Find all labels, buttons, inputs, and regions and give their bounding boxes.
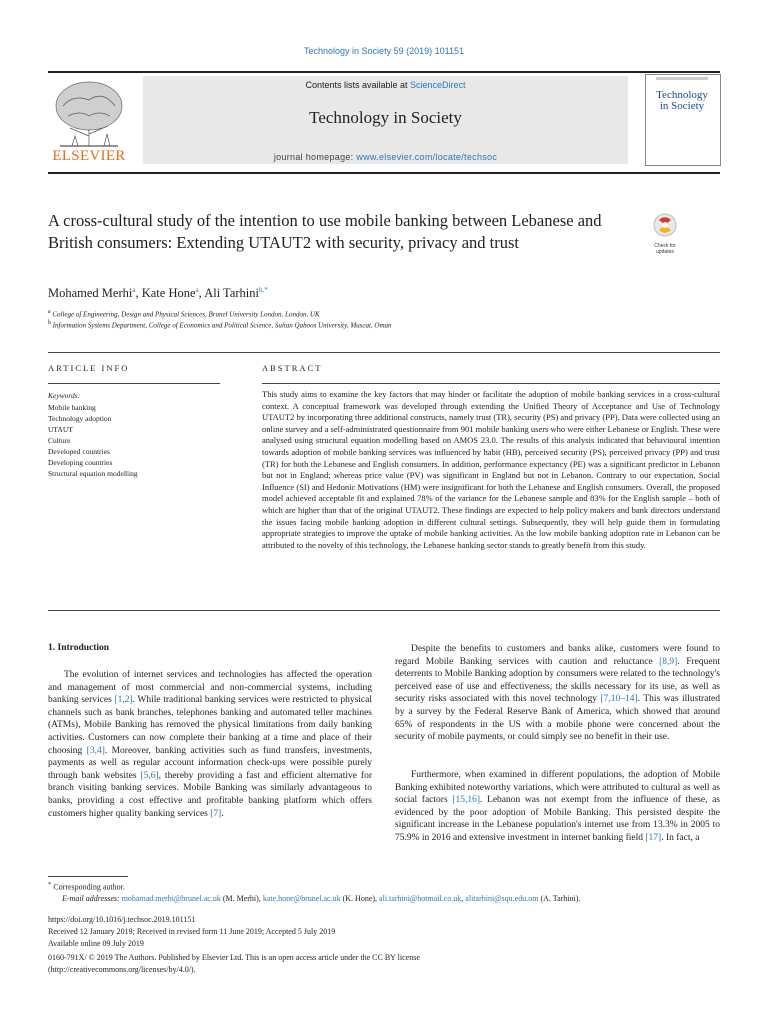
doi-link[interactable]: https://doi.org/10.1016/j.techsoc.2019.101151 — [48, 915, 196, 924]
affiliation-sup: a — [48, 309, 51, 315]
body-text: Despite the benefits to customers and banks alike, customers were found to regard Mobile Banking services with caution and reluctance — [395, 644, 720, 667]
contents-line — [143, 80, 628, 90]
cover-title-line1: Technology — [656, 89, 708, 101]
keywords-list — [48, 402, 138, 479]
body-text: , thereby providing a fast and efficient alternative for branch visiting banking services. Mobile Banking was similarly advantageous to banks, providing a cost effective and profitable banking platform which offers customers higher quality banking services — [48, 770, 372, 819]
abstract-text: This study aims to examine the key factors that may hinder or facilitate the adoption of mobile banking services in a cross-cultural context. A conceptual framework was developed through extending the Unified Theory of Acceptance and Use of Technology UTAUT2 by incorporating three additional constructs, namely trust (TR), security (PS) and privacy (PP). Data were collected using an online survey and a self-administrated questionnaire from 901 mobile banking users who were either Lebanese or English. These were analysed using structural equation modelling based on AMOS 23.0. The results of this analysis indicated that behavioural intention towards adoption of mobile banking services was influenced by habit (HB), perceived security (PS), perceived privacy (PP) and trust (TR) for both the Lebanese and English consumers. In addition, performance expectancy (PE) was a significant predictor in Lebanon but not in England; whereas price value (PV) was significant in England but not in Lebanon. Contrary to our expectation, Social Influence (SI) and Hedonic Motivations (HM) were insignificant for both the Lebanese and English consumers. Overall, the proposed model achieved acceptable fit and explained 78% of the variance for the Lebanese sample and 83% for the English sample – both of which are higher than that of the original UTAUT2. These findings are expected to help policy makers and bank directors understand the issues facing mobile banking adoption in different cultural settings. Subsequently, they will help guide them in formulating appropriate strategies to improve the uptake of mobile banking activities. As the low mobile banking adoption rate in Lebanon can be attributed to the novelty of this technology, the Lebanese banking sector stands to greatly benefit from this study. — [262, 389, 720, 550]
available-online: Available online 09 July 2019 — [48, 939, 144, 948]
author-name[interactable]: Ali Tarhini — [204, 286, 259, 301]
reference-link[interactable]: [5,6] — [140, 770, 159, 781]
journal-title: Technology in Society — [309, 108, 462, 127]
contents-prefix: Contents lists available at — [305, 80, 411, 90]
divider — [48, 610, 720, 611]
affiliation — [48, 309, 320, 318]
body-text: . Frequent deterrents to Mobile Banking adoption by consumers were related to the technology's perceived ease of use and effectiveness, the skills necessary for its use, as well as security risks associated with this novel technology — [395, 656, 720, 705]
reference-link[interactable]: [7] — [210, 808, 222, 819]
homepage-link[interactable]: www.elsevier.com/locate/techsoc — [356, 152, 498, 162]
reference-link[interactable]: [15,16] — [452, 795, 480, 806]
paper-title: A cross-cultural study of the intention to use mobile banking between Lebanese and British consumers: Extending UTAUT2 with security, privacy and trust — [48, 211, 602, 252]
header-rule-bottom — [48, 172, 720, 174]
check-for-updates-badge[interactable] — [648, 212, 682, 255]
cover-title — [647, 90, 717, 112]
reference-link[interactable]: [3,4] — [86, 745, 105, 756]
journal-cover[interactable] — [645, 74, 721, 166]
keyword: Mobile banking — [48, 403, 96, 412]
abstract-heading: ABSTRACT — [262, 363, 323, 373]
author-sup[interactable]: a — [195, 286, 199, 294]
affiliation-sup: b — [48, 320, 51, 326]
email-addresses — [62, 894, 580, 903]
email-link[interactable]: ali.tarhini@hotmail.co.uk — [379, 894, 462, 903]
received-dates: Received 12 January 2019; Received in revised form 11 June 2019; Accepted 5 July 2019 — [48, 927, 336, 936]
affiliation-text: Information Systems Department, College of Economics and Political Science, Sultan Qaboos University, Muscat, Oman — [52, 321, 392, 330]
corresponding-note: * Corresponding author. — [48, 881, 125, 892]
body-text: The evolution of internet services and technologies has affected the operation and management of most commercial and non-commercial systems, including banking services — [48, 670, 372, 706]
keyword: Structural equation modelling — [48, 469, 138, 478]
keyword: UTAUT — [48, 425, 73, 434]
journal-citation[interactable]: Technology in Society 59 (2019) 101151 — [304, 46, 464, 56]
body-paragraph-right-1 — [395, 643, 720, 744]
cover-bar — [656, 77, 708, 80]
email-label: E-mail addresses: — [62, 894, 122, 903]
publisher-logo-text: ELSEVIER — [52, 148, 126, 164]
author-sup[interactable]: b,* — [258, 286, 268, 294]
affiliation-text: College of Engineering, Design and Physical Sciences, Brunel University London, London, UK — [52, 310, 320, 319]
body-text: . Lebanon was not exempt from the influence of these, as evidenced by the poor adoption of Mobile Banking. This persisted despite the significant increase in the Lebanese population's internet use from 13.3% in 2005 to 75.9% in 2016 and extensive investment in internet banking field — [395, 795, 721, 843]
author-name[interactable]: Kate Hone — [141, 286, 196, 301]
reference-link[interactable]: [8,9] — [659, 656, 678, 667]
body-paragraph-left — [48, 669, 372, 820]
reference-link[interactable]: [17] — [645, 832, 662, 843]
divider — [48, 352, 720, 353]
keyword: Developed countries — [48, 447, 110, 456]
email-owner: , — [461, 894, 466, 903]
header-rule-top — [48, 71, 720, 73]
email-owner: (A. Tarhini). — [538, 894, 581, 903]
divider — [48, 383, 220, 384]
body-text: . — [221, 808, 224, 819]
email-link[interactable]: alitarhini@squ.edu.om — [465, 894, 539, 903]
homepage-prefix: journal homepage: — [273, 152, 357, 162]
author-name[interactable]: Mohamed Merhi — [48, 286, 133, 301]
keyword: Culture — [48, 436, 71, 445]
author-list: Mohamed Merhi$^a$, Kate Hone$^a$, Ali Tarhini$^{b,*}$ — [48, 286, 268, 301]
article-info-heading: ARTICLE INFO — [48, 363, 130, 373]
email-link[interactable]: mohamad.merhi@brunel.ac.uk — [121, 894, 221, 903]
journal-homepage — [143, 152, 628, 162]
body-text: . This was illustrated by a survey by the Federal Reserve Bank of America, which showed that around 65% of respondents in the US with a mobile phone were concerned about the security of mobile payments, or could simply see no benefit in their use. — [395, 694, 720, 743]
reference-link[interactable]: [7,10–14] — [600, 694, 638, 705]
email-owner: (M. Merhi), — [220, 894, 263, 903]
license-url[interactable]: (http://creativecommons.org/licenses/by/4.0/). — [48, 965, 196, 974]
sciencedirect-link[interactable]: ScienceDirect — [410, 80, 466, 90]
divider — [262, 383, 720, 384]
body-text: . Moreover, banking activities such as fund transfers, investments, payments as well as regular account information check-ups were possible purely through bank websites — [48, 745, 372, 781]
footnote-rule — [48, 876, 128, 877]
keywords-label: Keywords: — [48, 391, 81, 400]
check-updates-icon — [648, 212, 682, 238]
author-sup[interactable]: a — [132, 286, 136, 294]
keyword: Developing countries — [48, 458, 113, 467]
badge-line1: Check for — [654, 243, 676, 249]
badge-line2: updates — [656, 249, 674, 255]
reference-link[interactable]: [1,2] — [114, 695, 133, 706]
email-link[interactable]: kate.hone@brunel.ac.uk — [262, 894, 341, 903]
section-heading: 1. Introduction — [48, 643, 110, 653]
keyword: Technology adoption — [48, 414, 112, 423]
email-owner: (K. Hone), — [340, 894, 380, 903]
body-paragraph-right-2 — [395, 769, 720, 845]
affiliation — [48, 320, 392, 329]
body-text: Furthermore, when examined in different populations, the adoption of Mobile Banking exhibited noteworthy variations, which were attributed to cultural as well as social factors — [395, 770, 720, 806]
cover-title-line2: in Society — [659, 100, 705, 112]
body-text: . In fact, a — [661, 832, 700, 843]
body-text: . While traditional banking services were restricted to physical channels such as bank branches, telephones banking and automated teller machines (ATMs), Mobile Banking has removed the physical limitations from daily banking activities. Customers can now complete their banking at a time and place of their choosing — [48, 695, 372, 756]
license-line: 0160-791X/ © 2019 The Authors. Published by Elsevier Ltd. This is an open access article under the CC BY license — [48, 953, 420, 962]
corresponding-text: Corresponding author. — [53, 882, 125, 892]
